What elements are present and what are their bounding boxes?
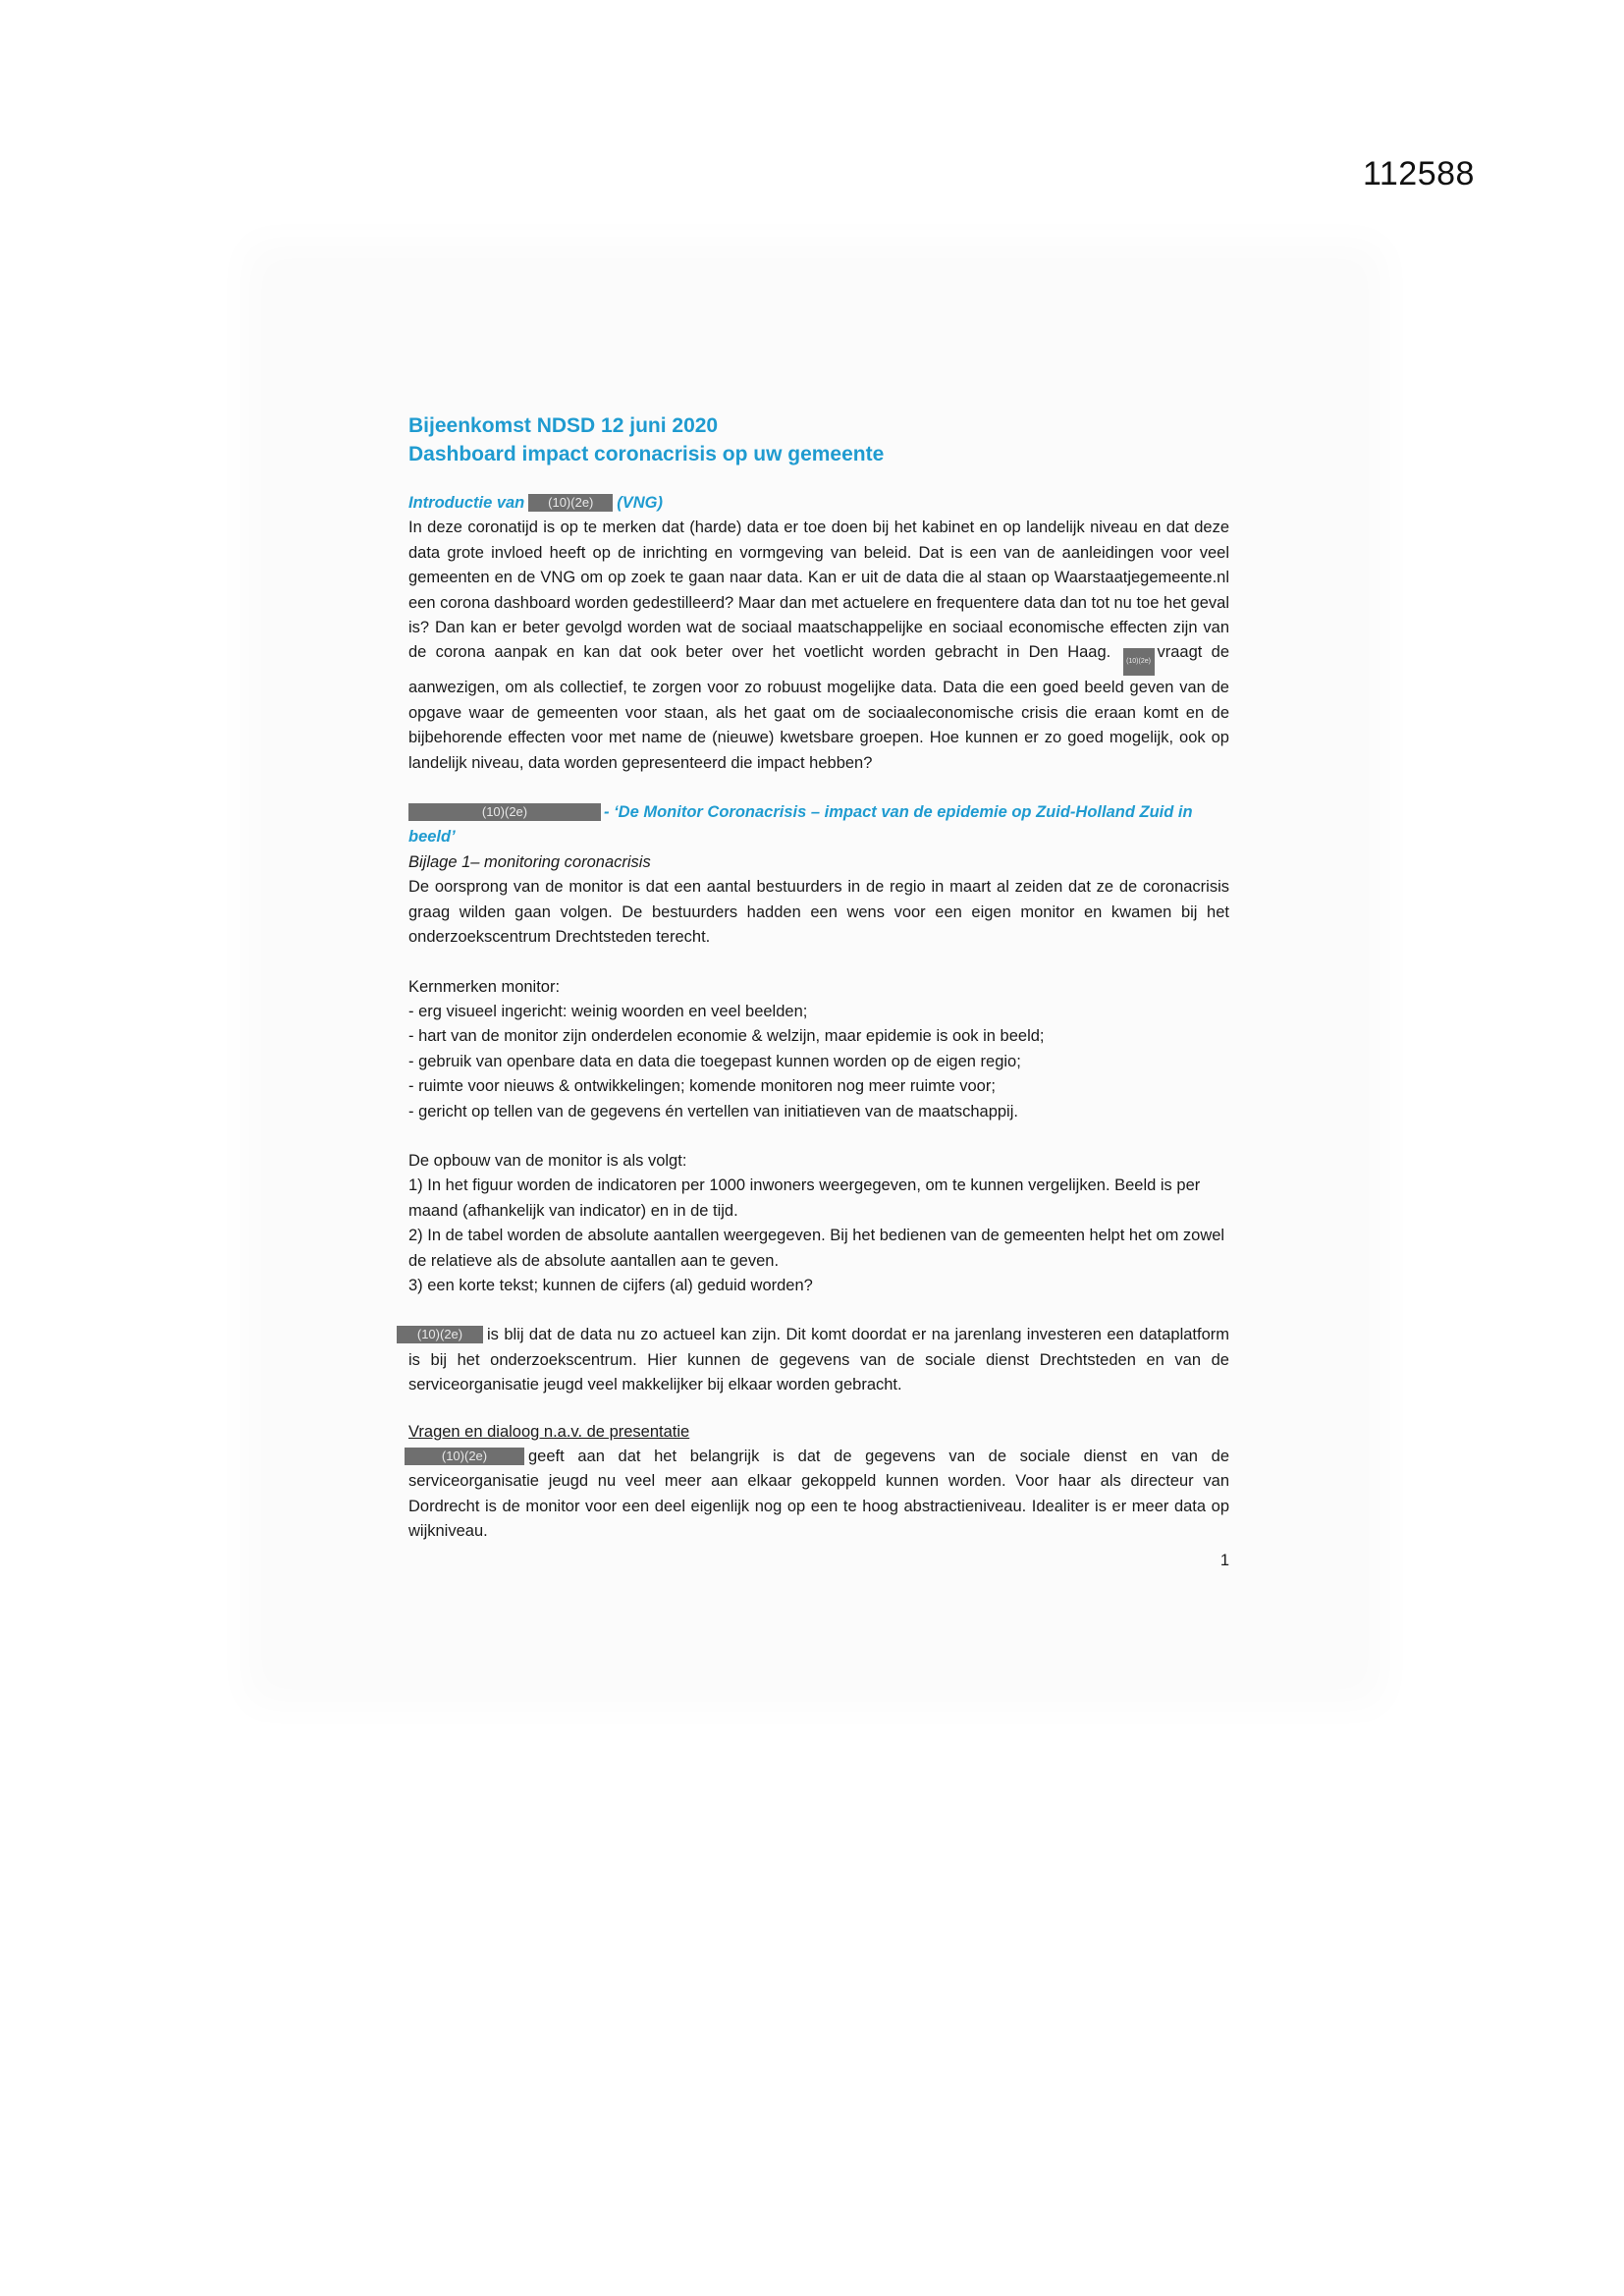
redaction-box: (10)(2e): [397, 1326, 483, 1343]
list-item: - erg visueel ingericht: weinig woorden en veel beelden;: [408, 1002, 808, 1020]
redaction-box: (10)(2e): [408, 803, 601, 821]
vragen-text: geeft aan dat het belangrijk is dat de gegevens van de sociale dienst en van de serviceorganisatie jeugd nu veel meer aan elkaar gekoppeld kunnen worden. Voor haar als directeur van Dordrecht is de monitor voor een deel eigenlijk nog op een te hoog abstractieniveau. Idealiter is er meer data op wijkniveau.: [408, 1448, 1229, 1541]
bijlage-line: Bijlage 1– monitoring coronacrisis: [408, 852, 651, 871]
monitor-paragraph: De oorsprong van de monitor is dat een aantal bestuurders in de regio in maart al zeiden dat ze de coronacrisis graag wilden gaan volgen. De bestuurders hadden een wens voor een eigen monitor en kwamen bij het onderzoekscentrum Drechtsteden terecht.: [408, 878, 1229, 947]
page-subtitle: Dashboard impact coronacrisis op uw gemeente: [408, 443, 885, 465]
redaction-box: (10)(2e): [405, 1448, 524, 1465]
intro-paragraph: [408, 516, 1229, 776]
kernmerken-title: Kernmerken monitor:: [408, 977, 561, 996]
page-number: 1: [1219, 1551, 1229, 1569]
intro-text-1: In deze coronatijd is op te merken dat (harde) data er toe doen bij het kabinet en op landelijk niveau en dat deze data grote invloed heeft op de inrichting en vormgeving van beleid. Dat is een van de aanleidingen voor veel gemeenten en de VNG om op zoek te gaan naar data. Kan er uit de data die al staan op Waarstaatjegemeente.nl een corona dashboard worden gedestilleerd? Maar dan met actuelere en frequentere data dan tot nu toe het geval is? Dan kan er beter gevolgd worden wat de sociaal maatschappelijke en sociaal economische effecten zijn van de corona aanpak en kan dat ook beter over het voetlicht worden gebracht in Den Haag.: [408, 519, 1229, 662]
document-body: [408, 412, 1229, 1573]
monitor-heading-text: - ‘De Monitor Coronacrisis – impact van de epidemie op Zuid-Holland Zuid in beeld’: [408, 803, 1193, 847]
vragen-paragraph: [408, 1445, 1229, 1545]
redaction-box-small: (10)(2e): [1123, 648, 1155, 676]
page-title: Bijeenkomst NDSD 12 juni 2020: [408, 414, 719, 437]
monitor-heading: [408, 800, 1229, 850]
kernmerken-list: [408, 1000, 1229, 1124]
list-item: 1) In het figuur worden de indicatoren per 1000 inwoners weergegeven, om te kunnen vergelijken. Beeld is per maand (afhankelijk van indicator) en in de tijd.: [408, 1176, 1201, 1220]
opbouw-list: [408, 1174, 1229, 1298]
list-item: - hart van de monitor zijn onderdelen economie & welzijn, maar epidemie is ook in beeld;: [408, 1027, 1045, 1046]
list-item: - ruimte voor nieuws & ontwikkelingen; komende monitoren nog meer ruimte voor;: [408, 1077, 996, 1096]
list-item: 2) In de tabel worden de absolute aantallen weergegeven. Bij het bedienen van de gemeenten helpt het om zowel de relatieve als de absolute aantallen aan te geven.: [408, 1227, 1225, 1270]
blij-text: is blij dat de data nu zo actueel kan zijn. Dit komt doordat er na jarenlang investeren een dataplatform is bij het onderzoekscentrum. Hier kunnen de gegevens van de sociale dienst Drechtsteden en van de serviceorganisatie jeugd veel makkelijker bij elkaar worden gebracht.: [408, 1326, 1229, 1394]
vragen-title: Vragen en dialoog n.a.v. de presentatie: [408, 1422, 690, 1441]
redaction-box: (10)(2e): [528, 494, 613, 512]
blij-paragraph: [408, 1323, 1229, 1397]
intro-heading-suffix: (VNG): [617, 494, 664, 512]
document-number: 112588: [1363, 155, 1475, 192]
list-item: - gericht op tellen van de gegevens én vertellen van initiatieven van de maatschappij.: [408, 1102, 1018, 1121]
intro-text-2: vraagt de aanwezigen, om als collectief, te zorgen voor zo robuust mogelijke data. Data die een goed beeld geven van de opgave waar de gemeenten voor staan, als het gaat om de sociaaleconomische crisis die eraan komt en de bijbehorende effecten voor met name de (nieuwe) kwetsbare groepen. Hoe kunnen er zo goed mogelijk, ook op landelijk niveau, data worden gepresenteerd die impact hebben?: [408, 643, 1230, 772]
intro-heading-prefix: Introductie van: [408, 494, 525, 512]
opbouw-title: De opbouw van de monitor is als volgt:: [408, 1151, 687, 1170]
list-item: - gebruik van openbare data en data die toegepast kunnen worden op de eigen regio;: [408, 1052, 1021, 1070]
intro-heading: [408, 491, 1229, 516]
list-item: 3) een korte tekst; kunnen de cijfers (al) geduid worden?: [408, 1276, 813, 1294]
